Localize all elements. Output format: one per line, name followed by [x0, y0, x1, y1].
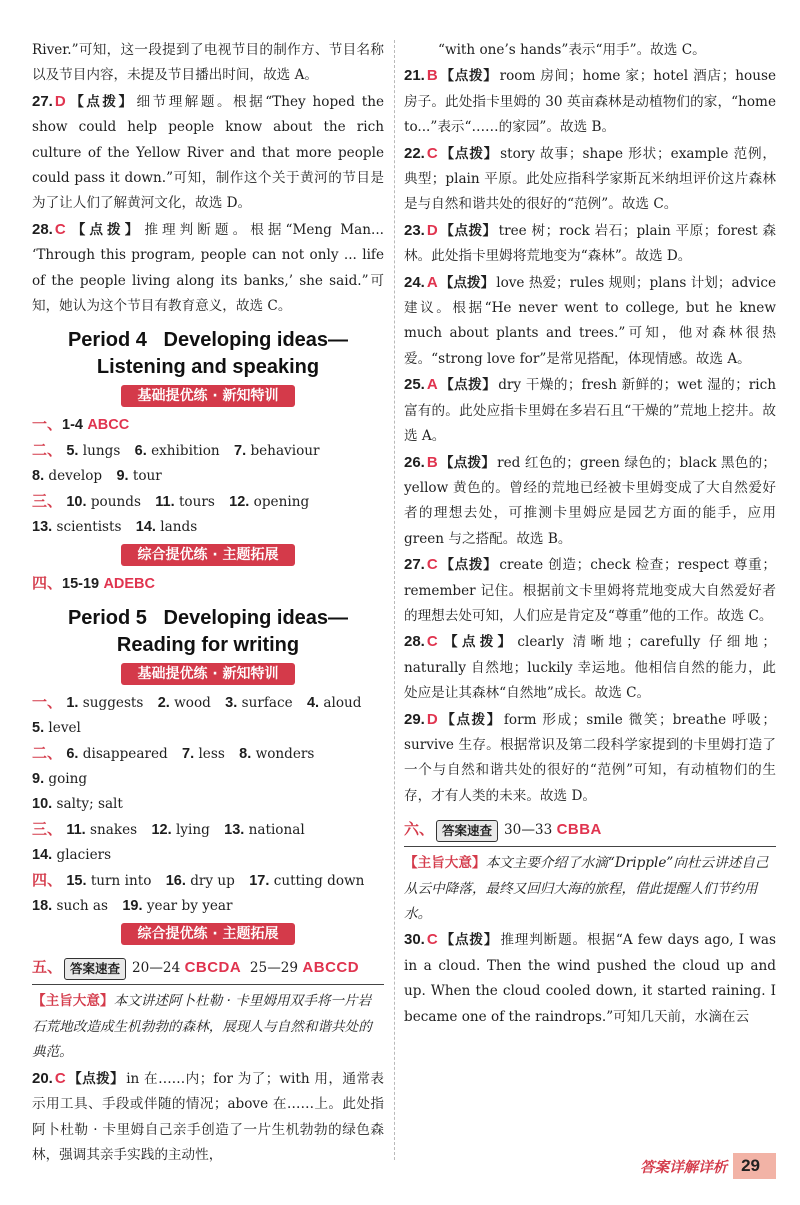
answer-item-28: 28. C 【点拨】 推理判断题。根据“Meng Man... ‘Through this program, people can not only ... life of the people living along its banks,’ she said.”可知，她认为这个节目有教育意义，故选 C。 [32, 220, 384, 315]
p4-answers-section-3: 三、 10. pounds 11. tours 12. opening [32, 492, 310, 511]
period-4-title: Period 4 Developing ideas— Listening and speaking [67, 329, 349, 379]
answer-letter: C [426, 556, 438, 574]
page-footer [640, 1152, 776, 1180]
answer-item-24: 24. A 【点拨】 love 热爱；rules 规则；plans 计划；advice 建议。根据“He never went to college, but he knew much about plants and trees.”可知，他对森林很热爱。“strong love for”是常见搭配，体现情感。故选 A。 [404, 273, 777, 367]
page-number: 29 [733, 1153, 776, 1179]
main-idea: 【主旨大意】本文讲述阿卜杜勒 · 卡里姆用双手将一片岩石荒地改造成生机勃勃的森林，展现人与自然和谐共处的典范。 [32, 993, 372, 1061]
answer-item-27: 27. D 【点拨】 细节理解题。根据“They hoped the show could help people know about the rich culture of the Yellow River and that more people could pass it down.”可知，制作这个关于黄河的节目是为了让人们了解黄河文化，故选 D。 [32, 92, 385, 212]
p4-answers-section-1: 一、1-4 ABCC [32, 415, 130, 434]
answer-item-27-right: 27. C 【点拨】 create 创造；check 检查；respect 尊重；remember 记住。根据前文卡里姆将荒地变成大自然爱好者的理想去处可知，人们应是肯定及“尊重”他的工作。故选 C。 [404, 556, 777, 624]
p4-answers-section-2: 二、 5. lungs 6. exhibition 7. behaviour [32, 441, 320, 460]
p5-answers-section-3: 三、 11. snakes 12. lying 13. national 14. glaciers [32, 820, 305, 864]
answer-item-29: 29. D 【点拨】 form 形成；smile 微笑；breathe 呼吸；survive 生存。根据常识及第二段科学家提到的卡里姆打造了一个与自然和谐共处的很好的“范例”可知，有动植物们的生存，才有人类的未来。故选 D。 [404, 710, 776, 804]
period-5-title: Period 5 Developing ideas— Reading for writing [67, 607, 349, 657]
answer-letter: D [426, 710, 438, 728]
answer-item-30: 30. C 【点拨】 推理判断题。根据“A few days ago, I was in a cloud. Then the wind pushed the cloud up and up. When the cloud cooled down, it started raining. I became one of the raindrops.”可知几天前，水滴在云 [404, 931, 776, 1025]
main-idea-right: 【主旨大意】本文主要介绍了水滴“Dripple”向杜云讲述自己从云中降落，最终又回归大海的旅程，借此提醒人们节约用水。 [404, 855, 769, 922]
p5-answers-section-1: 一、 1. suggests 2. wood 3. surface 4. aloud [32, 693, 362, 712]
answer-letter: A [426, 376, 438, 394]
section-banner-comprehensive-2: 综合提优练 · 主题拓展 [121, 923, 294, 945]
answer-speed-check-5: 五、 答案速查 20—24 CBCDA 25—29 ABCCD [32, 953, 384, 985]
section-banner-basic: 基础提优练 · 新知特训 [121, 385, 294, 407]
answer-speed-check-6: 六、 答案速查 30—33 CBBA [404, 815, 776, 847]
column-divider [394, 40, 395, 1160]
answer-letter: D [426, 221, 438, 239]
right-column [404, 38, 776, 1030]
answer-item-21: 21. B 【点拨】 room 房间；home 家；hotel 酒店；house 房子。此处指卡里姆的 30 英亩森林是动植物们的家，“home to...”表示“……的家园”。故选 B。 [404, 67, 777, 136]
left-column [32, 38, 384, 1168]
answer-letter: C [426, 633, 438, 651]
answer-letter: C [54, 220, 66, 238]
speed-check-box: 答案速查 [64, 958, 126, 980]
answer-letter: A [426, 273, 438, 291]
section-banner-basic-2: 基础提优练 · 新知特训 [121, 663, 294, 685]
answer-item-22: 22. C 【点拨】 story 故事；shape 形状；example 范例，典型；plain 平原。此处应指科学家斯瓦米纳坦评价这片森林是与自然和谐共处的很好的“范例”。故选 C。 [404, 144, 777, 213]
p5-answers-section-4: 四、 15. turn into 16. dry up 17. cutting down [32, 871, 365, 890]
answer-letter: C [54, 1069, 66, 1087]
answer-letter: D [54, 92, 66, 110]
answer-letter: B [426, 453, 438, 471]
footer-label: 答案详解详析 [640, 1159, 728, 1176]
p4-answers-section-3-cont: 13. scientists 14. lands [32, 519, 198, 536]
answer-letter: C [426, 931, 438, 949]
p5-answers-section-2-cont: 10. salty; salt [32, 796, 123, 813]
answer-item-26: 26. B 【点拨】 red 红色的；green 绿色的；black 黑色的；yellow 黄色的。曾经的荒地已经被卡里姆变成了大自然爱好者的理想去处，可推测卡里姆应是园艺方面的能手，应用 green 与之搭配。故选 B。 [404, 453, 776, 547]
answer-item-20: 20. C 【点拨】 in 在……内；for 为了；with 用，通常表示用工具、手段或伴随的情况；above 在……上。此处指阿卜杜勒 · 卡里姆自己亲手创造了一片生机勃勃的绿色森林，强调其亲手实践的主动性， [32, 1069, 384, 1163]
continued-explanation-right: “with one’s hands”表示“用手”。故选 C。 [438, 42, 706, 58]
answer-item-28-right: 28. C 【点拨】 clearly 清晰地；carefully 仔细地；naturally 自然地；luckily 幸运地。他相信自然的能力，此处应是让其森林“自然地”成长。故选 C。 [404, 633, 777, 702]
p4-answers-section-2-cont: 8. develop 9. tour [32, 468, 162, 485]
section-banner-comprehensive: 综合提优练 · 主题拓展 [121, 544, 294, 566]
answer-letter: C [426, 144, 438, 162]
answer-item-25: 25. A 【点拨】 dry 干燥的；fresh 新鲜的；wet 湿的；rich 富有的。此处应指卡里姆在多岩石且“干燥的”荒地上挖井。故选 A。 [404, 376, 776, 445]
answer-letter: B [426, 67, 438, 85]
speed-check-box: 答案速查 [436, 820, 498, 842]
p5-answers-section-2: 二、 6. disappeared 7. less 8. wonders 9. going [32, 744, 315, 788]
p5-answers-section-4-cont: 18. such as 19. year by year [32, 898, 233, 915]
p5-answers-section-1-cont: 5. level [32, 720, 81, 737]
answer-item-23: 23. D 【点拨】 tree 树；rock 岩石；plain 平原；forest 森林。此处指卡里姆将荒地变为“森林”。故选 D。 [404, 221, 776, 265]
continued-explanation: River.”可知，这一段提到了电视节目的制作方、节目名称以及节目内容，未提及节目播出时间，故选 A。 [32, 42, 384, 84]
p4-answers-section-4: 四、15-19 ADEBC [32, 574, 155, 593]
